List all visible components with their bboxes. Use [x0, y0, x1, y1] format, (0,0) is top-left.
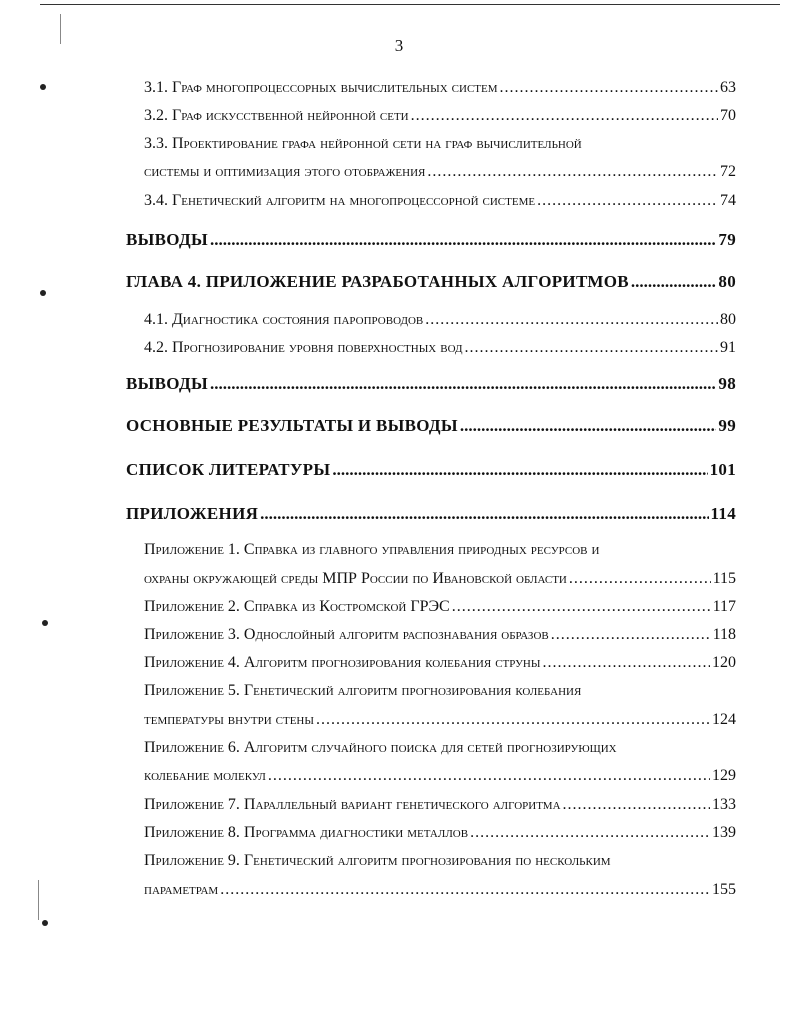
top-rule [40, 4, 780, 5]
scan-dot [42, 620, 48, 626]
toc-entry: 3.2. Граф искусственной нейронной сети ..... 70 [144, 106, 736, 126]
toc-appendix: охраны окружающей среды МПР России по Ивановской области ..... 115 [144, 569, 736, 589]
toc-appendix: Приложение 8. Программа диагностики металлов ..... 139 [144, 823, 736, 843]
toc-appendix-line1: Приложение 1. Справка из главного управления природных ресурсов и [144, 541, 600, 558]
toc-appendix-line1: Приложение 6. Алгоритм случайного поиска для сетей прогнозирующих [144, 739, 617, 756]
toc-entry: 4.2. Прогнозирование уровня поверхностных вод ..... 91 [144, 338, 736, 358]
toc-appendix: параметрам ..... 155 [144, 880, 736, 900]
toc-appendix: колебание молекул ..... 129 [144, 766, 736, 786]
toc-appendix: Приложение 3. Однослойный алгоритм распознавания образов ..... 118 [144, 625, 736, 645]
page-number: 3 [394, 36, 404, 55]
toc-section: СПИСОК ЛИТЕРАТУРЫ ..... 101 [126, 460, 736, 480]
toc-entry: системы и оптимизация этого отображения ..... 72 [144, 162, 736, 182]
toc-chapter: ГЛАВА 4. ПРИЛОЖЕНИЕ РАЗРАБОТАННЫХ АЛГОРИТМОВ ..... 80 [126, 272, 736, 292]
toc-section: ПРИЛОЖЕНИЯ ..... 114 [126, 504, 736, 524]
toc-entry-line1: 3.3. Проектирование графа нейронной сети на граф вычислительной [144, 135, 582, 152]
scan-dot [42, 920, 48, 926]
toc-section: ОСНОВНЫЕ РЕЗУЛЬТАТЫ И ВЫВОДЫ ..... 99 [126, 416, 736, 436]
toc-appendix: температуры внутри стены ..... 124 [144, 710, 736, 730]
toc-appendix: Приложение 7. Параллельный вариант генетического алгоритма ..... 133 [144, 795, 736, 815]
scan-line [38, 880, 39, 920]
scan-dot [40, 290, 46, 296]
toc-appendix-line1: Приложение 9. Генетический алгоритм прогнозирования по нескольким [144, 852, 611, 869]
toc-section: ВЫВОДЫ ..... 98 [126, 374, 736, 394]
scan-line [60, 14, 61, 44]
scan-dot [40, 84, 46, 90]
toc-appendix: Приложение 4. Алгоритм прогнозирования колебания струны ..... 120 [144, 653, 736, 673]
toc-entry: 3.1. Граф многопроцессорных вычислительных систем ..... 63 [144, 78, 736, 98]
toc-section: ВЫВОДЫ ..... 79 [126, 230, 736, 250]
toc-appendix-line1: Приложение 5. Генетический алгоритм прогнозирования колебания [144, 682, 582, 699]
toc-entry: 3.4. Генетический алгоритм на многопроцессорной системе ..... 74 [144, 191, 736, 211]
toc-entry: 4.1. Диагностика состояния паропроводов ..... 80 [144, 310, 736, 330]
toc-appendix: Приложение 2. Справка из Костромской ГРЭС ..... 117 [144, 597, 736, 617]
